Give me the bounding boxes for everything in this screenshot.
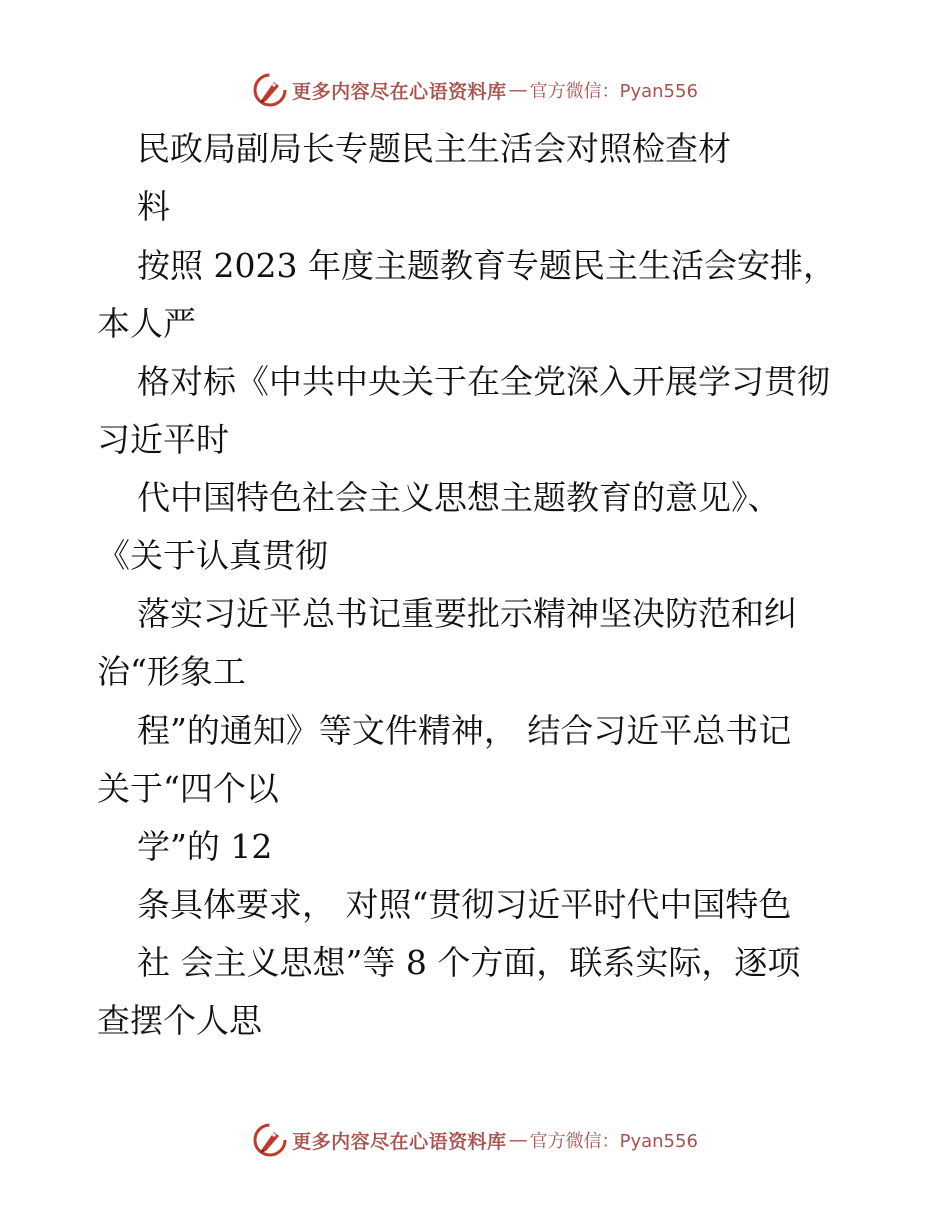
- watermark-dash: —: [508, 79, 528, 101]
- paragraph-line: 治“形象工: [97, 652, 246, 691]
- watermark-site-text: 更多内容尽在心语资料库: [292, 80, 507, 103]
- paragraph-line: 《关于认真贯彻: [97, 536, 328, 575]
- paragraph-line: 学”的 12: [137, 827, 273, 866]
- watermark-contact-text: 官方微信：Pyan556: [529, 81, 698, 102]
- pen-nib-logo-icon: [252, 1122, 288, 1158]
- title-line-1: 民政局副局长专题民主生活会对照检查材: [137, 129, 731, 168]
- paragraph-line: 习近平时: [97, 420, 229, 459]
- paragraph-line: 条具体要求， 对照“贯彻习近平时代中国特色: [137, 885, 792, 924]
- paragraph-line: 按照 2023 年度主题教育专题民主生活会安排，: [137, 246, 836, 285]
- watermark-dash: —: [508, 1129, 528, 1151]
- title-line-2: 料: [137, 187, 170, 226]
- paragraph-line: 关于“四个以: [97, 769, 279, 808]
- paragraph-line: 代中国特色社会主义思想主题教育的意见》、: [137, 478, 781, 517]
- watermark-contact-text: 官方微信：Pyan556: [529, 1131, 698, 1152]
- footer-watermark: [0, 1120, 950, 1160]
- paragraph-line: 程”的通知》等文件精神， 结合习近平总书记: [137, 711, 792, 750]
- paragraph-line: 格对标《中共中央关于在全党深入开展学习贯彻: [137, 362, 830, 401]
- paragraph-line: 落实习近平总书记重要批示精神坚决防范和纠: [137, 594, 797, 633]
- paragraph-line: 社 会主义思想”等 8 个方面，联系实际，逐项: [137, 943, 801, 982]
- paragraph-line: 本人严: [97, 304, 196, 343]
- paragraph-line: 查摆个人思: [97, 1001, 262, 1040]
- watermark-site-text: 更多内容尽在心语资料库: [292, 1130, 507, 1153]
